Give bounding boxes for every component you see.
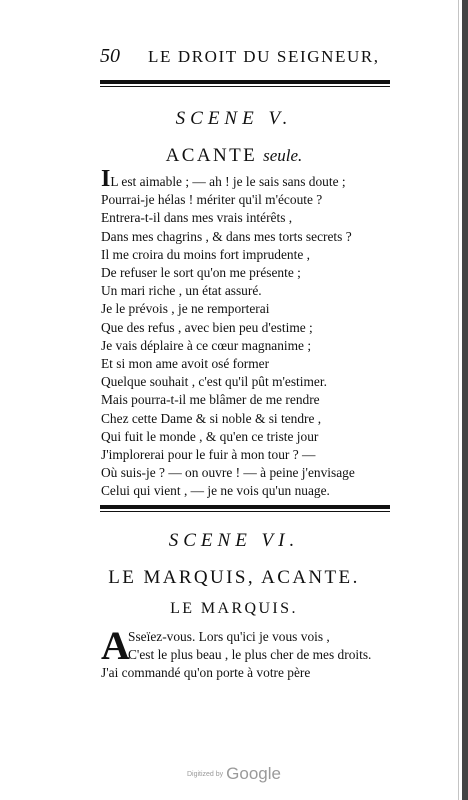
scene-title: SCENE V. — [175, 108, 293, 129]
verse-line: Dans mes chagrins , & dans mes torts secrets ? — [101, 228, 352, 244]
verse-line: De refuser le sort qu'on me présente ; — [101, 265, 301, 281]
verse-line: J'ai commandé qu'on porte à votre père — [101, 665, 311, 680]
scene-title: SCENE VI. — [168, 530, 300, 551]
verse-line: Et si mon ame avoit osé former — [101, 356, 270, 372]
verse-line: Entrera-t-il dans mes vrais intérêts , — [101, 210, 293, 226]
verse-line: IL est aimable ; — ah ! je le sais sans doute ; — [101, 166, 346, 192]
page-number: 50 — [100, 45, 120, 67]
speaker-heading — [0, 145, 468, 167]
verse-line: Sseïez-vous. Lors qu'ici je vous vois , — [128, 629, 330, 644]
verse-line: Celui qui vient , — je ne vois qu'un nuage. — [101, 483, 330, 499]
drop-cap: I — [101, 166, 111, 192]
verse-line: Quelque souhait , c'est qu'il pût m'estimer. — [101, 374, 327, 390]
scene-divider-rule — [100, 505, 390, 512]
stage-direction: seule. — [263, 146, 303, 165]
google-logo-text: Google — [226, 764, 281, 783]
verse-block — [101, 166, 421, 501]
verse-block — [101, 623, 421, 682]
page-header — [100, 45, 400, 69]
characters-heading: LE MARQUIS, ACANTE. — [108, 567, 360, 588]
verse-line: J'implorerai pour le fuir à mon tour ? — — [101, 447, 316, 463]
speaker-name: ACANTE — [165, 145, 258, 166]
verse-line: C'est le plus beau , le plus cher de mes droits. — [128, 647, 372, 662]
verse-line: Que des refus , avec bien peu d'estime ; — [101, 319, 313, 335]
header-rule — [100, 80, 390, 87]
running-title: LE DROIT DU SEIGNEUR, — [148, 47, 380, 66]
verse-line: Chez cette Dame & si noble & si tendre , — [101, 410, 322, 426]
verse-line: Je le prévois , je ne remporterai — [101, 301, 270, 317]
verse-line: Je vais déplaire à ce cœur magnanime ; — [101, 337, 312, 353]
verse-line: Où suis-je ? — on ouvre ! — à peine j'envisage — [101, 465, 355, 481]
verse-line: Mais pourra-t-il me blâmer de me rendre — [101, 392, 320, 408]
speaker-name: LE MARQUIS. — [170, 600, 298, 617]
verse-line: Un mari riche , un état assuré. — [101, 283, 262, 299]
verse-line: Qui fuit le monde , & qu'en ce triste jour — [101, 428, 319, 444]
digitized-by-label: Digitized by — [186, 770, 224, 778]
digitization-watermark — [0, 764, 468, 784]
drop-cap: A — [101, 623, 130, 668]
verse-line: Il me croira du moins fort imprudente , — [101, 246, 310, 262]
verse-line: Pourrai-je hélas ! mériter qu'il m'écoute ? — [101, 192, 323, 208]
